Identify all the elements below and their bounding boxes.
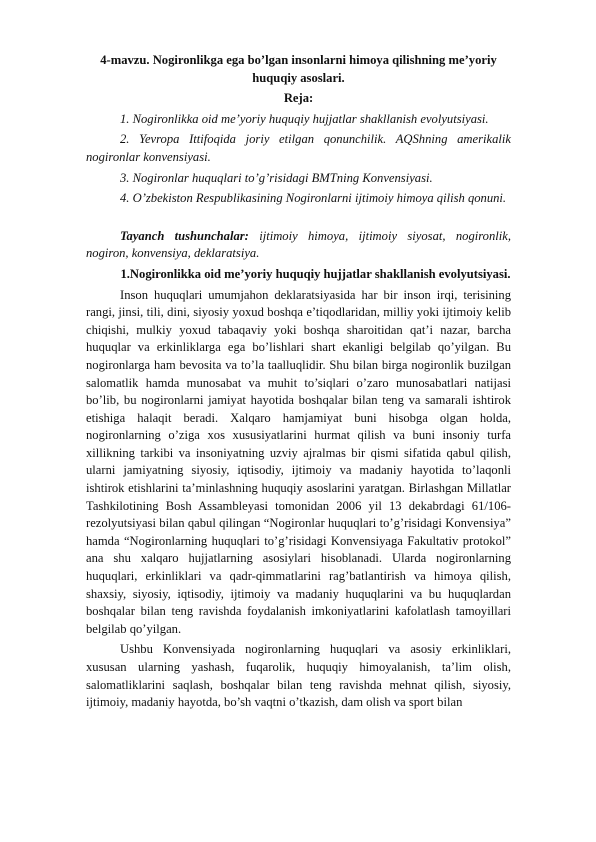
body-paragraph-2: Ushbu Konvensiyada nogironlarning huquqlari va asosiy erkinliklari, xususan ularning yashash, fuqarolik, huquqiy himoyalanish, ta’lim olish, salomatliklarini saqlash, boshqalar bilan teng ravishda mehnat qilish, siyosiy, ijtimoiy, madaniy hayotda, bo’sh vaqtni o’tkazish, dam olish va sport bilan bbox=[86, 642, 511, 710]
plan-heading: Reja: bbox=[283, 91, 314, 106]
plan-item-1: 1. Nogironlikka oid me’yoriy huquqiy hujjatlar shakllanish evolyutsiyasi. bbox=[120, 111, 489, 126]
plan-item-4: 4. O’zbekiston Respublikasining Nogironlarni ijtimoiy himoya qilish qonuni. bbox=[120, 191, 507, 206]
document-title: 4-mavzu. Nogironlikga ega bo’lgan insonlarni himoya qilishning me’yoriy huquqiy asoslari. bbox=[100, 53, 497, 85]
plan-item-3: 3. Nogironlar huquqlari to’g’risidagi BMTning Konvensiyasi. bbox=[120, 170, 433, 185]
body-paragraph-1: Inson huquqlari umumjahon deklaratsiyasida har bir inson irqi, terisining rangi, jinsi, tili, dini, siyosiy yoxud boshqa e’tiqodlaridan, milliy yoki ijtimoiy kelib chiqishi, mulkiy yoxud tabaqaviy yoki boshqa sharoitidan qat’i nazar, barcha huquqlar va erkinliklarga ega bo’lishlari shart ekanligi belgilab qo’yilgan. Bu nogironlarga ham bevosita va to’la taalluqlidir. Shu bilan birga nogironlik buzilgan salomatlik hamda munosabat va muhit to’siqlari o’zaro munosabatlari natijasi bo’lib, bu nogironlarni jamiyat hayotida boshqalar bilan teng va samarali ishtirok etishiga halaqit beradi. Xalqaro hamjamiyat buni hisobga olgan holda, nogironlarning o’ziga xos xususiyatlarini hurmat qilish va buni insoniy turfa xillikning tarkibi va insoniyatning uzviy ajralmas bir qismi sifatida qabul qilish, ularni jamiyatning siyosiy, iqtisodiy, ijtimoiy va madaniy hayotida to’laqonli ishtirok etishlarini ta’minlashning huquqiy asoslarini yaratgan. Birlashgan Millatlar Tashkilotining Bosh Assambleyasi tomonidan 2006 yil 13 dekabrdagi 61/106-rezolyutsiyasi bilan qabul qilingan “Nogironlar huquqlari to’g’risidagi Konvensiya” hamda “Nogironlarning huquqlari to’g’risidagi Konvensiyaga Fakultativ protokol” ana shu xalqaro hujjatlarning asosiylari hisoblanadi. Ularda nogironlarning huquqlari, erkinliklari va qadr-qimmatlarini rag’batlantirish va himoya qilish, shaxsiy, siyosiy, iqtisodiy, ijtimoiy va madaniy huquqlarini va bu huquqlardan boshqalar bilan teng ravishda foydalanish imkoniyatlarini kafolatlash tamoyillari belgilab qo’yilgan. bbox=[86, 287, 511, 636]
plan-item-2: 2. Yevropa Ittifoqida joriy etilgan qonunchilik. AQShning amerikalik nogironlar konvensiyasi. bbox=[86, 132, 511, 164]
key-concepts-text: ijtimoiy himoya, ijtimoiy siyosat, nogironlik, nogiron, konvensiya, deklaratsiya. bbox=[86, 228, 511, 261]
key-concepts-label: Tayanch tushunchalar: bbox=[120, 228, 249, 243]
section-heading: 1.Nogironlikka oid me’yoriy huquqiy hujjatlar shakllanish evolyutsiyasi. bbox=[120, 266, 511, 281]
document-page bbox=[86, 52, 511, 715]
key-concepts bbox=[86, 228, 511, 263]
spacer bbox=[86, 211, 511, 228]
